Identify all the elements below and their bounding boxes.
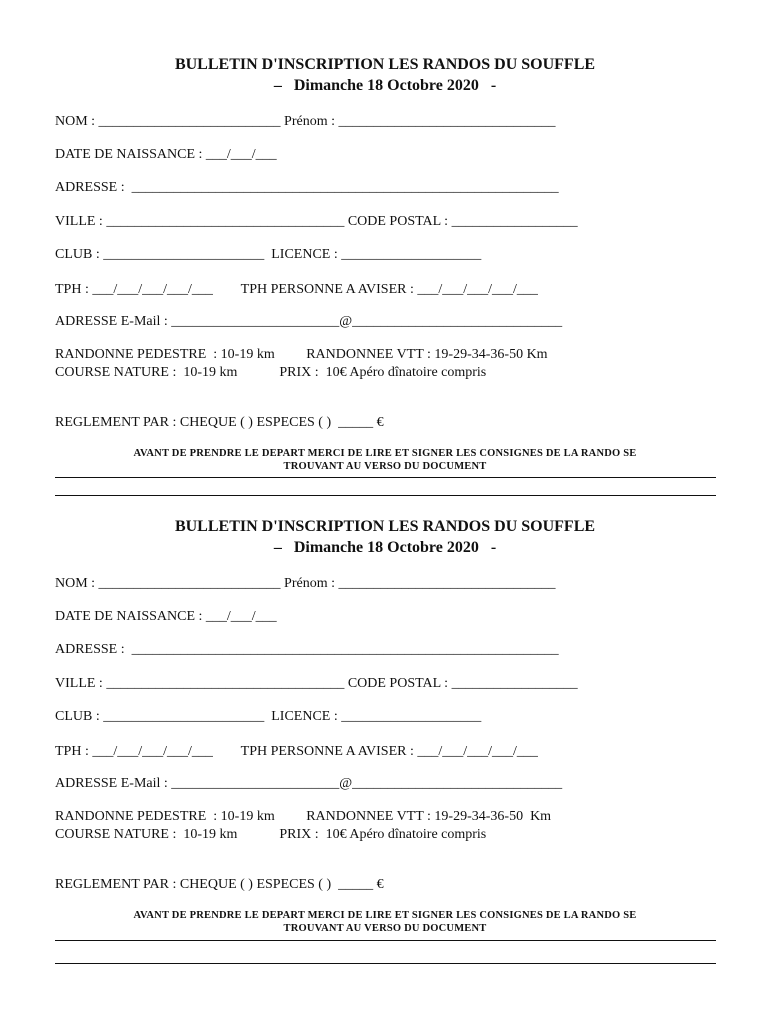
date-naissance-field[interactable]: DATE DE NAISSANCE : ___/___/___: [55, 609, 277, 624]
nom-prenom-field[interactable]: NOM : __________________________ Prénom : _______________________________: [55, 576, 556, 591]
form-title: BULLETIN D'INSCRIPTION LES RANDOS DU SOUFFLE: [174, 56, 596, 73]
telephone-field[interactable]: TPH : ___/___/___/___/___ TPH PERSONNE A AVISER : ___/___/___/___/___: [55, 282, 538, 297]
course-prix-info: COURSE NATURE : 10-19 km PRIX : 10€ Apéro dînatoire compris: [55, 827, 487, 842]
form-date: – Dimanche 18 Octobre 2020 -: [273, 77, 497, 94]
notice-line-1: AVANT DE PRENDRE LE DEPART MERCI DE LIRE ET SIGNER LES CONSIGNES DE LA RANDO SE: [133, 910, 637, 921]
notice-line-2: TROUVANT AU VERSO DU DOCUMENT: [283, 461, 487, 472]
email-field[interactable]: ADRESSE E-Mail : ________________________@______________________________: [55, 776, 563, 791]
notice-line-2: TROUVANT AU VERSO DU DOCUMENT: [283, 923, 487, 934]
registration-form-1: [0, 0, 770, 470]
course-prix-info: COURSE NATURE : 10-19 km PRIX : 10€ Apéro dînatoire compris: [55, 365, 487, 380]
telephone-field[interactable]: TPH : ___/___/___/___/___ TPH PERSONNE A AVISER : ___/___/___/___/___: [55, 744, 538, 759]
reglement-field[interactable]: REGLEMENT PAR : CHEQUE ( ) ESPECES ( ) _____ €: [55, 415, 384, 430]
email-field[interactable]: ADRESSE E-Mail : ________________________@______________________________: [55, 314, 563, 329]
reglement-field[interactable]: REGLEMENT PAR : CHEQUE ( ) ESPECES ( ) _____ €: [55, 877, 384, 892]
date-naissance-field[interactable]: DATE DE NAISSANCE : ___/___/___: [55, 147, 277, 162]
club-licence-field[interactable]: CLUB : _______________________ LICENCE : ____________________: [55, 709, 482, 724]
registration-form-2: [0, 462, 770, 932]
notice-line-1: AVANT DE PRENDRE LE DEPART MERCI DE LIRE ET SIGNER LES CONSIGNES DE LA RANDO SE: [133, 448, 637, 459]
separator-line: [55, 963, 716, 964]
separator-line: [55, 940, 716, 941]
club-licence-field[interactable]: CLUB : _______________________ LICENCE : ____________________: [55, 247, 482, 262]
adresse-field[interactable]: ADRESSE : _____________________________________________________________: [55, 180, 559, 195]
adresse-field[interactable]: ADRESSE : _____________________________________________________________: [55, 642, 559, 657]
form-date: – Dimanche 18 Octobre 2020 -: [273, 539, 497, 556]
ville-code-postal-field[interactable]: VILLE : __________________________________ CODE POSTAL : __________________: [55, 676, 578, 691]
randonnee-info: RANDONNE PEDESTRE : 10-19 km RANDONNEE VTT : 19-29-34-36-50 Km: [55, 347, 548, 362]
ville-code-postal-field[interactable]: VILLE : __________________________________ CODE POSTAL : __________________: [55, 214, 578, 229]
randonnee-info: RANDONNE PEDESTRE : 10-19 km RANDONNEE VTT : 19-29-34-36-50 Km: [55, 809, 552, 824]
nom-prenom-field[interactable]: NOM : __________________________ Prénom : _______________________________: [55, 114, 556, 129]
form-title: BULLETIN D'INSCRIPTION LES RANDOS DU SOUFFLE: [174, 518, 596, 535]
